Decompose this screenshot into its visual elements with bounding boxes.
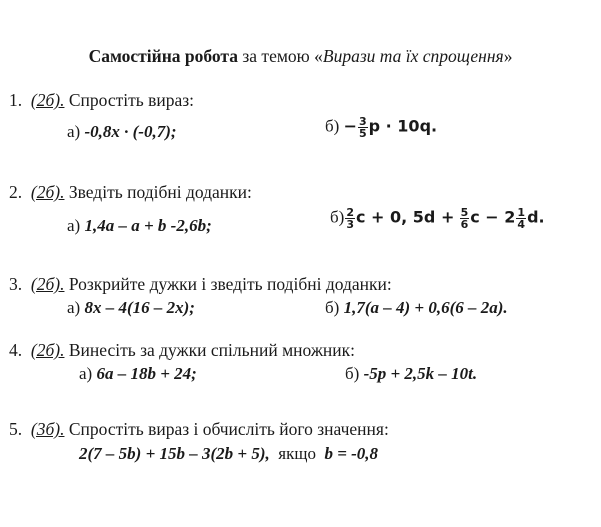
- denominator: 4: [517, 218, 526, 231]
- item-label: б): [345, 364, 360, 383]
- title-end: »: [503, 46, 513, 66]
- title-topic: Вирази та їх спрощення: [322, 46, 504, 66]
- task-number: 2.: [9, 182, 23, 202]
- title-bold: Самостійна робота: [88, 46, 238, 66]
- fraction: [460, 207, 470, 230]
- denominator: 3: [346, 218, 354, 231]
- task-points: (2б).: [30, 90, 65, 110]
- expression-part: c + 0, 5d +: [355, 207, 455, 227]
- expression: 6a – 18b + 24;: [96, 364, 197, 383]
- page-title: [0, 46, 601, 67]
- task-1-b: [325, 116, 437, 139]
- item-label: а): [67, 122, 81, 141]
- expression: 1,7(a – 4) + 0,6(6 – 2a).: [343, 298, 508, 317]
- task-1-header: [9, 90, 194, 111]
- expression: p · 10q.: [368, 116, 438, 136]
- task-5-body: [79, 444, 378, 464]
- task-3-header: [9, 274, 392, 295]
- task-points: (2б).: [30, 274, 65, 294]
- task-number: 3.: [9, 274, 23, 294]
- denominator: 6: [460, 218, 469, 231]
- numerator: 3: [358, 115, 367, 128]
- task-text: Спростіть вираз і обчисліть його значення:: [68, 419, 389, 439]
- item-label: б): [325, 298, 340, 317]
- fraction: [358, 116, 368, 139]
- numerator: 2: [346, 206, 354, 219]
- expression: 2(7 – 5b) + 15b – 3(2b + 5),: [79, 444, 270, 463]
- task-2-header: [9, 182, 252, 203]
- if-word: якщо: [278, 444, 316, 463]
- item-label: б): [330, 207, 345, 227]
- numerator: 1: [517, 206, 526, 219]
- task-2-a: [67, 216, 212, 236]
- item-label: а): [67, 216, 81, 235]
- task-text: Зведіть подібні доданки:: [68, 182, 252, 202]
- task-number: 5.: [9, 419, 23, 439]
- minus-sign: −: [343, 116, 357, 136]
- expression: -5p + 2,5k – 10t.: [363, 364, 478, 383]
- task-text: Спростіть вираз:: [68, 90, 195, 110]
- task-2-b: [330, 207, 545, 230]
- fraction: [516, 207, 526, 230]
- task-4-b: [345, 364, 477, 384]
- task-4-a: [79, 364, 197, 384]
- task-number: 1.: [9, 90, 23, 110]
- task-points: (3б).: [30, 419, 65, 439]
- denominator: 5: [358, 127, 367, 140]
- task-number: 4.: [9, 340, 23, 360]
- fraction: [345, 207, 355, 230]
- expression: 8x – 4(16 – 2x);: [84, 298, 195, 317]
- title-mid: за темою «: [238, 46, 323, 66]
- task-1-a: [67, 122, 177, 142]
- task-points: (2б).: [30, 340, 65, 360]
- item-label: б): [325, 116, 340, 136]
- task-3-a: [67, 298, 195, 318]
- expression: 1,4a – a + b -2,6b;: [84, 216, 212, 235]
- task-5-header: [9, 419, 389, 440]
- numerator: 5: [460, 206, 469, 219]
- item-label: а): [79, 364, 93, 383]
- item-label: а): [67, 298, 81, 317]
- expression-part: d.: [527, 207, 545, 227]
- task-points: (2б).: [30, 182, 65, 202]
- expression-part: c − 2: [470, 207, 516, 227]
- task-4-header: [9, 340, 355, 361]
- task-text: Розкрийте дужки і зведіть подібні доданки:: [68, 274, 392, 294]
- task-3-b: [325, 298, 508, 318]
- expression: -0,8x · (-0,7);: [84, 122, 177, 141]
- task-text: Винесіть за дужки спільний множник:: [68, 340, 356, 360]
- given-value: b = -0,8: [324, 444, 379, 463]
